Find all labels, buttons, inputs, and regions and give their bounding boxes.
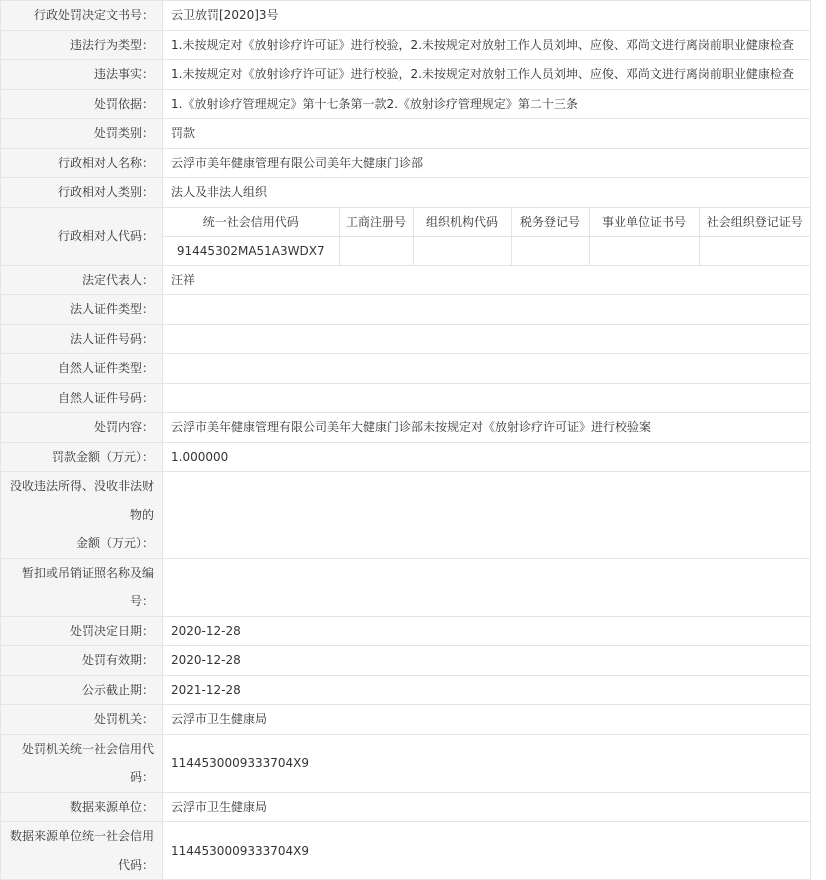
field-value: 1.未按规定对《放射诊疗许可证》进行校验，2.未按规定对放射工作人员刘坤、应俊、邓尚文进行离岗前职业健康检查: [163, 30, 811, 60]
code-header: 统一社会信用代码: [163, 208, 339, 237]
code-header: 社会组织登记证号: [699, 208, 810, 237]
label-line: 码：: [129, 770, 154, 784]
field-value: 云浮市美年健康管理有限公司美年大健康门诊部: [163, 148, 811, 178]
field-label: [1, 734, 163, 792]
table-row: [1, 646, 811, 676]
field-label: 处罚内容：: [1, 413, 163, 443]
field-label: 处罚机关：: [1, 705, 163, 735]
field-label: 法定代表人：: [1, 265, 163, 295]
code-value: [589, 236, 699, 265]
table-row: [1, 178, 811, 208]
table-row: [1, 60, 811, 90]
table-row: [1, 413, 811, 443]
label-line: 物的: [129, 507, 154, 522]
field-label: 自然人证件号码：: [1, 383, 163, 413]
table-row: [1, 472, 811, 559]
label-line: 数据来源单位统一社会信用: [9, 829, 154, 843]
field-label: 处罚决定日期：: [1, 616, 163, 646]
field-label: 罚款金额（万元）：: [1, 442, 163, 472]
field-value: 1.《放射诊疗管理规定》第十七条第一款2.《放射诊疗管理规定》第二十三条: [163, 89, 811, 119]
field-label: 法人证件号码：: [1, 324, 163, 354]
code-value: [339, 236, 413, 265]
field-label: 公示截止期：: [1, 675, 163, 705]
field-value: 1.未按规定对《放射诊疗许可证》进行校验，2.未按规定对放射工作人员刘坤、应俊、邓尚文进行离岗前职业健康检查: [163, 60, 811, 90]
field-label: 处罚类别：: [1, 119, 163, 149]
field-value: 云浮市卫生健康局: [163, 705, 811, 735]
table-row: [1, 705, 811, 735]
code-header: 税务登记号: [511, 208, 589, 237]
code-header: 事业单位证书号: [589, 208, 699, 237]
field-value: 法人及非法人组织: [163, 178, 811, 208]
field-value: 云卫放罚[2020]3号: [163, 1, 811, 31]
field-value: [163, 472, 811, 559]
field-label: 处罚依据：: [1, 89, 163, 119]
table-row: [1, 792, 811, 822]
field-label: [1, 822, 163, 880]
label-line: 处罚机关统一社会信用代: [21, 741, 154, 756]
field-label: 违法事实：: [1, 60, 163, 90]
code-value: [413, 236, 511, 265]
field-value: [163, 558, 811, 616]
field-value: 1.000000: [163, 442, 811, 472]
label-line: 号：: [129, 594, 154, 608]
table-row: [1, 383, 811, 413]
table-row: [1, 558, 811, 616]
field-label: 违法行为类型：: [1, 30, 163, 60]
field-value: 11445300093337​04X9: [163, 822, 811, 880]
table-row: [1, 1, 811, 31]
codes-value-row: [163, 236, 810, 265]
table-row: [1, 295, 811, 325]
field-value: 罚款: [163, 119, 811, 149]
field-label: 行政相对人名称：: [1, 148, 163, 178]
table-row: [1, 442, 811, 472]
field-value: 2020-12-28: [163, 616, 811, 646]
field-value: 汪祥: [163, 265, 811, 295]
table-row: [1, 89, 811, 119]
code-value: [511, 236, 589, 265]
label-line: 代码：: [117, 857, 154, 872]
code-header: 工商注册号: [339, 208, 413, 237]
label-line: 暂扣或吊销证照名称及编: [21, 565, 154, 580]
field-value: 2020-12-28: [163, 646, 811, 676]
field-value: 云浮市卫生健康局: [163, 792, 811, 822]
field-value: [163, 354, 811, 384]
field-value: [163, 324, 811, 354]
field-label: [1, 472, 163, 559]
field-label: 法人证件类型：: [1, 295, 163, 325]
field-label: [1, 558, 163, 616]
field-value: [163, 295, 811, 325]
field-value: 11445300093337​04X9: [163, 734, 811, 792]
field-label: 自然人证件类型：: [1, 354, 163, 384]
table-row: [1, 354, 811, 384]
table-row: [1, 148, 811, 178]
field-label: 处罚有效期：: [1, 646, 163, 676]
field-label: 行政处罚决定文书号：: [1, 1, 163, 31]
field-value: [163, 383, 811, 413]
code-header: 组织机构代码: [413, 208, 511, 237]
table-row-codes: [1, 207, 811, 265]
table-row: [1, 616, 811, 646]
table-row: [1, 119, 811, 149]
code-value: 91445302MA51A3WDX7: [163, 236, 339, 265]
table-row: [1, 324, 811, 354]
code-value: [699, 236, 810, 265]
codes-header-row: [163, 208, 810, 237]
table-row: [1, 822, 811, 880]
label-line: 金额（万元）：: [75, 536, 154, 550]
codes-subtable: [163, 208, 810, 265]
table-row: [1, 675, 811, 705]
field-value: 云浮市美年健康管理有限公司美年大健康门诊部未按规定对《放射诊疗许可证》进行校验案: [163, 413, 811, 443]
table-row: [1, 30, 811, 60]
field-label: 行政相对人代码：: [1, 207, 163, 265]
codes-cell: [163, 207, 811, 265]
table-row: [1, 265, 811, 295]
field-label: 行政相对人类别：: [1, 178, 163, 208]
table-row: [1, 734, 811, 792]
label-line: 没收违法所得、没收非法财: [9, 479, 154, 493]
field-value: 2021-12-28: [163, 675, 811, 705]
field-label: 数据来源单位：: [1, 792, 163, 822]
